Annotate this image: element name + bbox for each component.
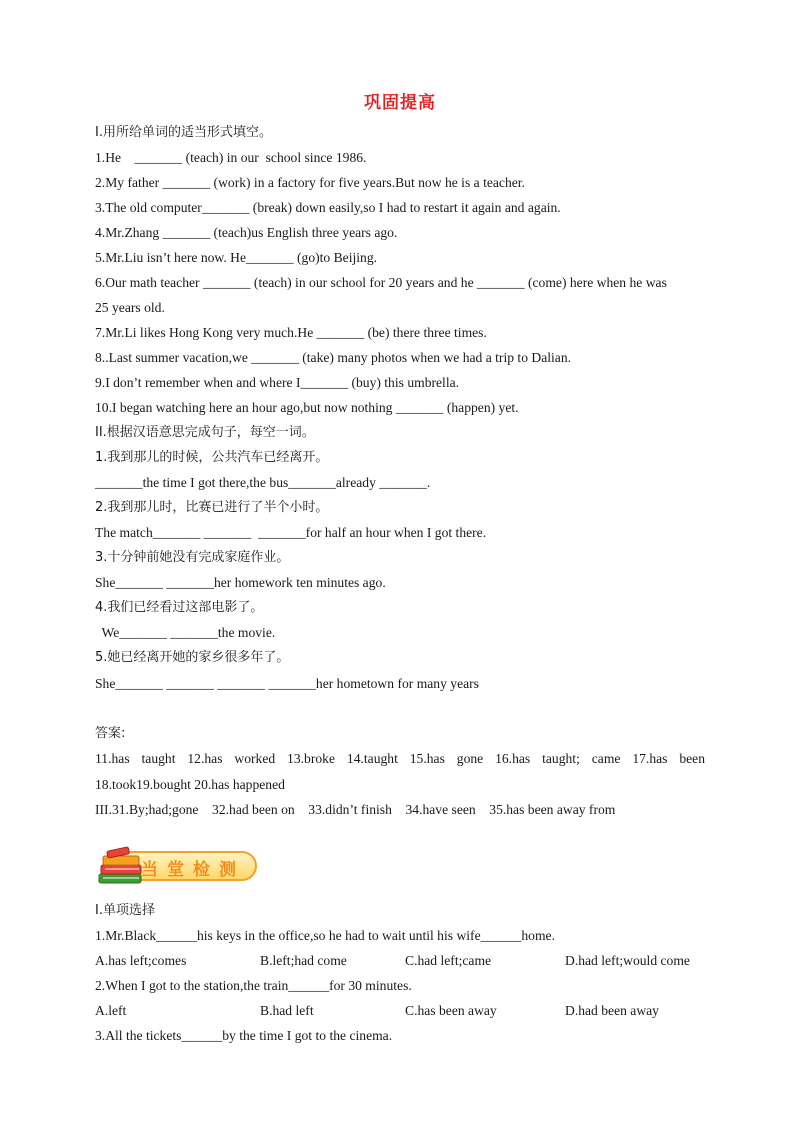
chinese-prompt: 1.我到那儿的时候，公共汽车已经离开。 xyxy=(95,450,329,465)
chinese-prompt: 2.我到那儿时，比赛已进行了半个小时。 xyxy=(95,500,329,515)
option-d: D.had been away xyxy=(565,1003,659,1018)
translation-sentence: She_______ _______ _______ _______her hometown for many years xyxy=(95,676,479,691)
exercise-item: 8..Last summer vacation,we _______ (take) many photos when we had a trip to Dalian. xyxy=(95,350,572,365)
exercise-item: 10.I began watching here an hour ago,but now nothing _______ (happen) yet. xyxy=(95,400,519,415)
section3-heading: I.单项选择 xyxy=(95,903,155,918)
translation-sentence: We_______ _______the movie. xyxy=(95,625,276,640)
banner-text: 当堂检测 xyxy=(141,860,245,880)
exercise-item: 4.Mr.Zhang _______ (teach)us English three years ago. xyxy=(95,225,398,240)
question-stem: 3.All the tickets______by the time I got to the cinema. xyxy=(95,1028,393,1043)
exercise-item: 7.Mr.Li likes Hong Kong very much.He _______ (be) there three times. xyxy=(95,325,487,340)
translation-sentence: _______the time I got there,the bus_______already _______. xyxy=(95,475,431,490)
exercise-item-continued: 25 years old. xyxy=(95,300,165,315)
option-a: A.has left;comes xyxy=(95,953,187,968)
option-d: D.had left;would come xyxy=(565,953,690,968)
exercise-item: 3.The old computer_______ (break) down easily,so I had to restart it again and again. xyxy=(95,200,561,215)
option-c: C.had left;came xyxy=(405,953,492,968)
exercise-item: 1.He _______ (teach) in our school since 1986. xyxy=(95,150,367,165)
chinese-prompt: 4.我们已经看过这部电影了。 xyxy=(95,600,264,615)
section2-heading: II.根据汉语意思完成句子，每空一词。 xyxy=(95,425,315,440)
exercise-item: 6.Our math teacher _______ (teach) in our school for 20 years and he _______ (come) here when he was xyxy=(95,275,667,290)
exercise-item: 5.Mr.Liu isn’t here now. He_______ (go)to Beijing. xyxy=(95,250,378,265)
translation-sentence: She_______ _______her homework ten minutes ago. xyxy=(95,575,386,590)
answers-line: 11.has taught 12.has worked 13.broke 14.taught 15.has gone 16.has taught; came 17.has been xyxy=(95,751,705,766)
answers-line: 18.took19.bought 20.has happened xyxy=(95,777,285,792)
translation-sentence: The match_______ _______ _______for half an hour when I got there. xyxy=(95,525,487,540)
chinese-prompt: 5.她已经离开她的家乡很多年了。 xyxy=(95,650,290,665)
answers-label: 答案: xyxy=(95,726,126,741)
section1-heading: I.用所给单词的适当形式填空。 xyxy=(95,125,272,140)
option-c: C.has been away xyxy=(405,1003,497,1018)
question-stem: 1.Mr.Black______his keys in the office,so he had to wait until his wife______home. xyxy=(95,928,555,943)
page-title: 巩固提高 xyxy=(364,93,436,113)
answers-line: III.31.By;had;gone 32.had been on 33.didn’t finish 34.have seen 35.has been away from xyxy=(95,802,616,817)
exercise-item: 9.I don’t remember when and where I_______ (buy) this umbrella. xyxy=(95,375,460,390)
exercise-item: 2.My father _______ (work) in a factory for five years.But now he is a teacher. xyxy=(95,175,525,190)
chinese-prompt: 3.十分钟前她没有完成家庭作业。 xyxy=(95,550,290,565)
option-b: B.left;had come xyxy=(260,953,347,968)
option-b: B.had left xyxy=(260,1003,314,1018)
option-a: A.left xyxy=(95,1003,127,1018)
question-stem: 2.When I got to the station,the train______for 30 minutes. xyxy=(95,978,412,993)
in-class-test-banner xyxy=(95,846,260,888)
